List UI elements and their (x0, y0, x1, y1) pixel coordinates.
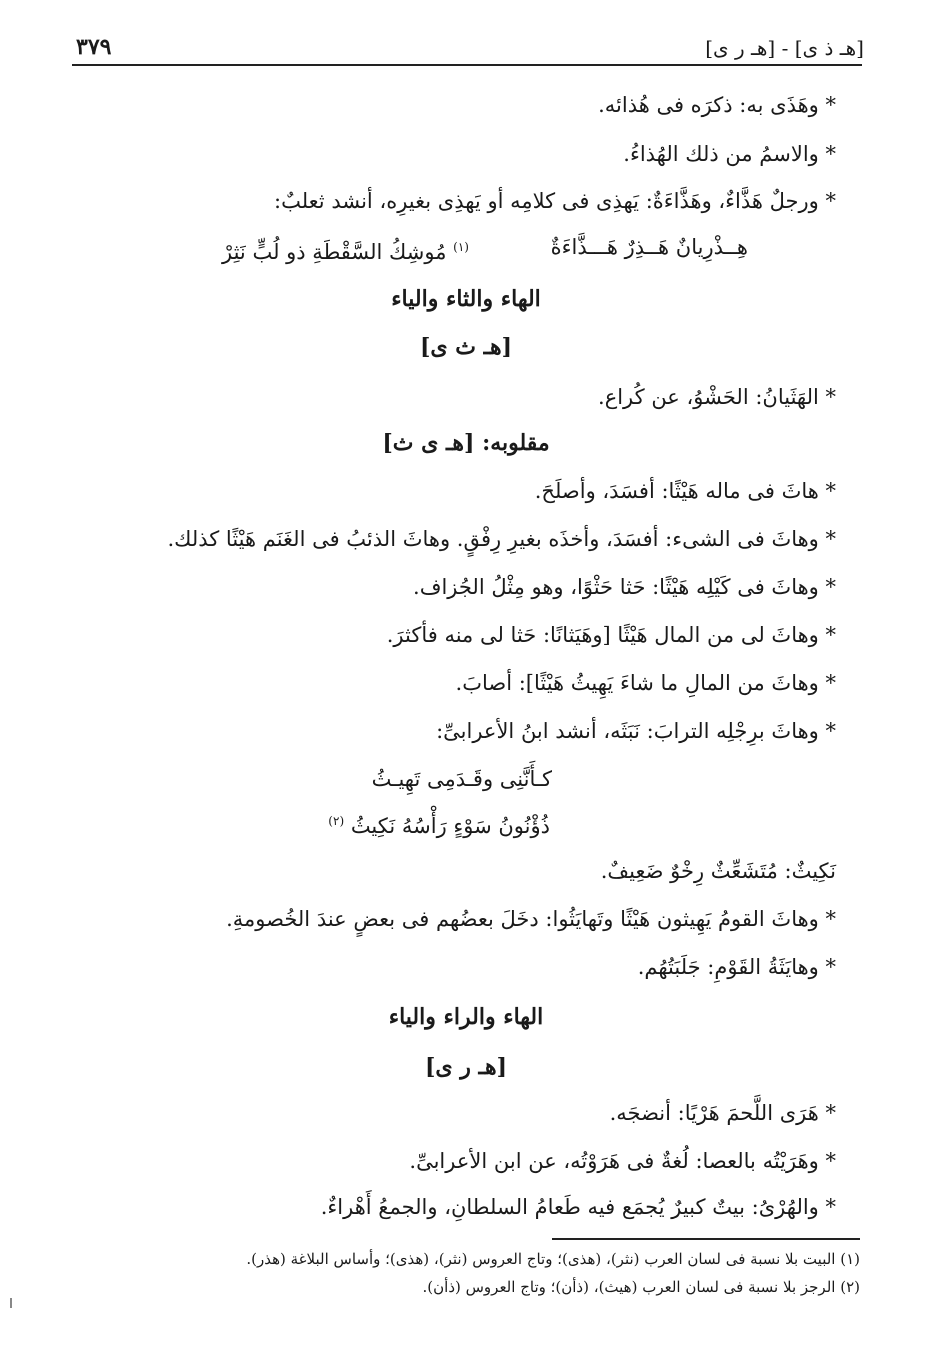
section-title: الهاء والثاء والياء (391, 286, 541, 312)
footnote-1: (١) البيت بلا نسبة فى لسان العرب (نثر)، (هذى)؛ وتاج العروس (نثر)، (هذى)؛ وأساس البلاغة (هذر). (246, 1250, 860, 1268)
verse-line-2 (328, 806, 550, 841)
root-title: مقلوبه: [هـ ى ث] (382, 430, 550, 456)
entry-line: * والاسمُ من ذلك الهُذاءُ. (623, 142, 836, 166)
verse-line-1: كـأَنَّنِى وقَـدَمِى تَهِيـثُ (371, 767, 552, 791)
root-title: [هـ ر ى] (424, 1054, 508, 1080)
verse-text: ذُؤْنُونُ سَوْءٍ رَأْسُهُ نَكِيثُ (350, 814, 550, 838)
entry-line: * وهايَثَةُ القَوْمِ: جَلَبَتُهُم. (637, 955, 836, 979)
entry-line: * الهَثَيانُ: الحَشْوُ، عن كُراع. (598, 385, 836, 409)
verse-hemistich-2 (222, 232, 469, 267)
entry-line: * وهاثَ من المالِ ما شاءَ يَهِيثُ هَيْثًا]: أصابَ. (455, 671, 836, 695)
entry-line: * وهَرَيْتُه بالعصا: لُغةٌ فى هَرَوْتُه، عن ابن الأعرابىِّ. (409, 1149, 836, 1173)
verse-hemistich-1: هِــذْرِيانٌ هَــذِرٌ هَـــذَّاءَةٌ (550, 235, 748, 259)
entry-line: * والهُرْىُ: بيتٌ كبيرٌ يُجمَع فيه طَعامُ السلطانِ، والجمعُ أَهْراءٌ. (320, 1195, 836, 1219)
entry-line: * وهاثَ لى من المال هَيْثًا [وهَيَثانًا: حَثا لى منه فأكثرَ. (386, 623, 836, 647)
verse-text: مُوشِكُ السَّقْطَةِ ذو لُبٍّ نَثِرْ (222, 240, 447, 264)
entry-line: * هاثَ فى ماله هَيْثًا: أفسَدَ، وأصلَحَ. (534, 479, 836, 503)
entry-line: * وهاثَ القومُ يَهِيثون هَيْثًا وتَهايَثُوا: دخَلَ بعضُهم فى بعضٍ عندَ الخُصومةِ. (226, 907, 836, 931)
entry-line: * وهاثَ فى الشىء: أفسَدَ، وأخذَه بغيرِ رِفْقٍ. وهاثَ الذئبُ فى الغَنَم هَيْثًا كذلك. (167, 527, 836, 551)
header-rule (72, 64, 862, 66)
entry-line: * وهاثَ فى كَيْلِه هَيْثًا: حَثا حَثْوًا، وهو مِثْلُ الجُزاف. (413, 575, 836, 599)
entry-line: * وهاثَ برِجْلِه الترابَ: نَبَثَه، أنشد ابنُ الأعرابىِّ: (436, 719, 836, 743)
footnote-rule (552, 1238, 860, 1240)
root-title: [هـ ث ى] (419, 334, 513, 360)
entry-line: نَكِيثٌ: مُتَشَعِّثٌ رِخْوٌ ضَعِيفٌ. (600, 859, 836, 883)
footnote-2: (٢) الرجز بلا نسبة فى لسان العرب (هيث)، (ذأن)؛ وتاج العروس (ذأن). (422, 1278, 860, 1296)
entry-line: * هَرَى اللَّحمَ هَرْيًا: أنضجَه. (609, 1101, 836, 1125)
footnote-marker: (٢) (328, 814, 345, 828)
running-header (68, 34, 864, 66)
scan-edge-mark (10, 1298, 12, 1308)
footnote-marker: (١) (453, 240, 469, 254)
entry-line: * ورجلٌ هَذَّاءٌ، وهَذَّاءَةٌ: يَهذِى فى كلامِه أو يَهذِى بغيرِه، أنشد ثعلبٌ: (274, 189, 836, 213)
entry-line: * وهَذَى به: ذكرَه فى هُذائه. (598, 93, 836, 117)
section-title: الهاء والراء والياء (388, 1004, 544, 1030)
running-title: [هـ ذ ى] - [هـ ر ى] (705, 36, 864, 60)
page-number: ٣٧٩ (76, 34, 112, 60)
